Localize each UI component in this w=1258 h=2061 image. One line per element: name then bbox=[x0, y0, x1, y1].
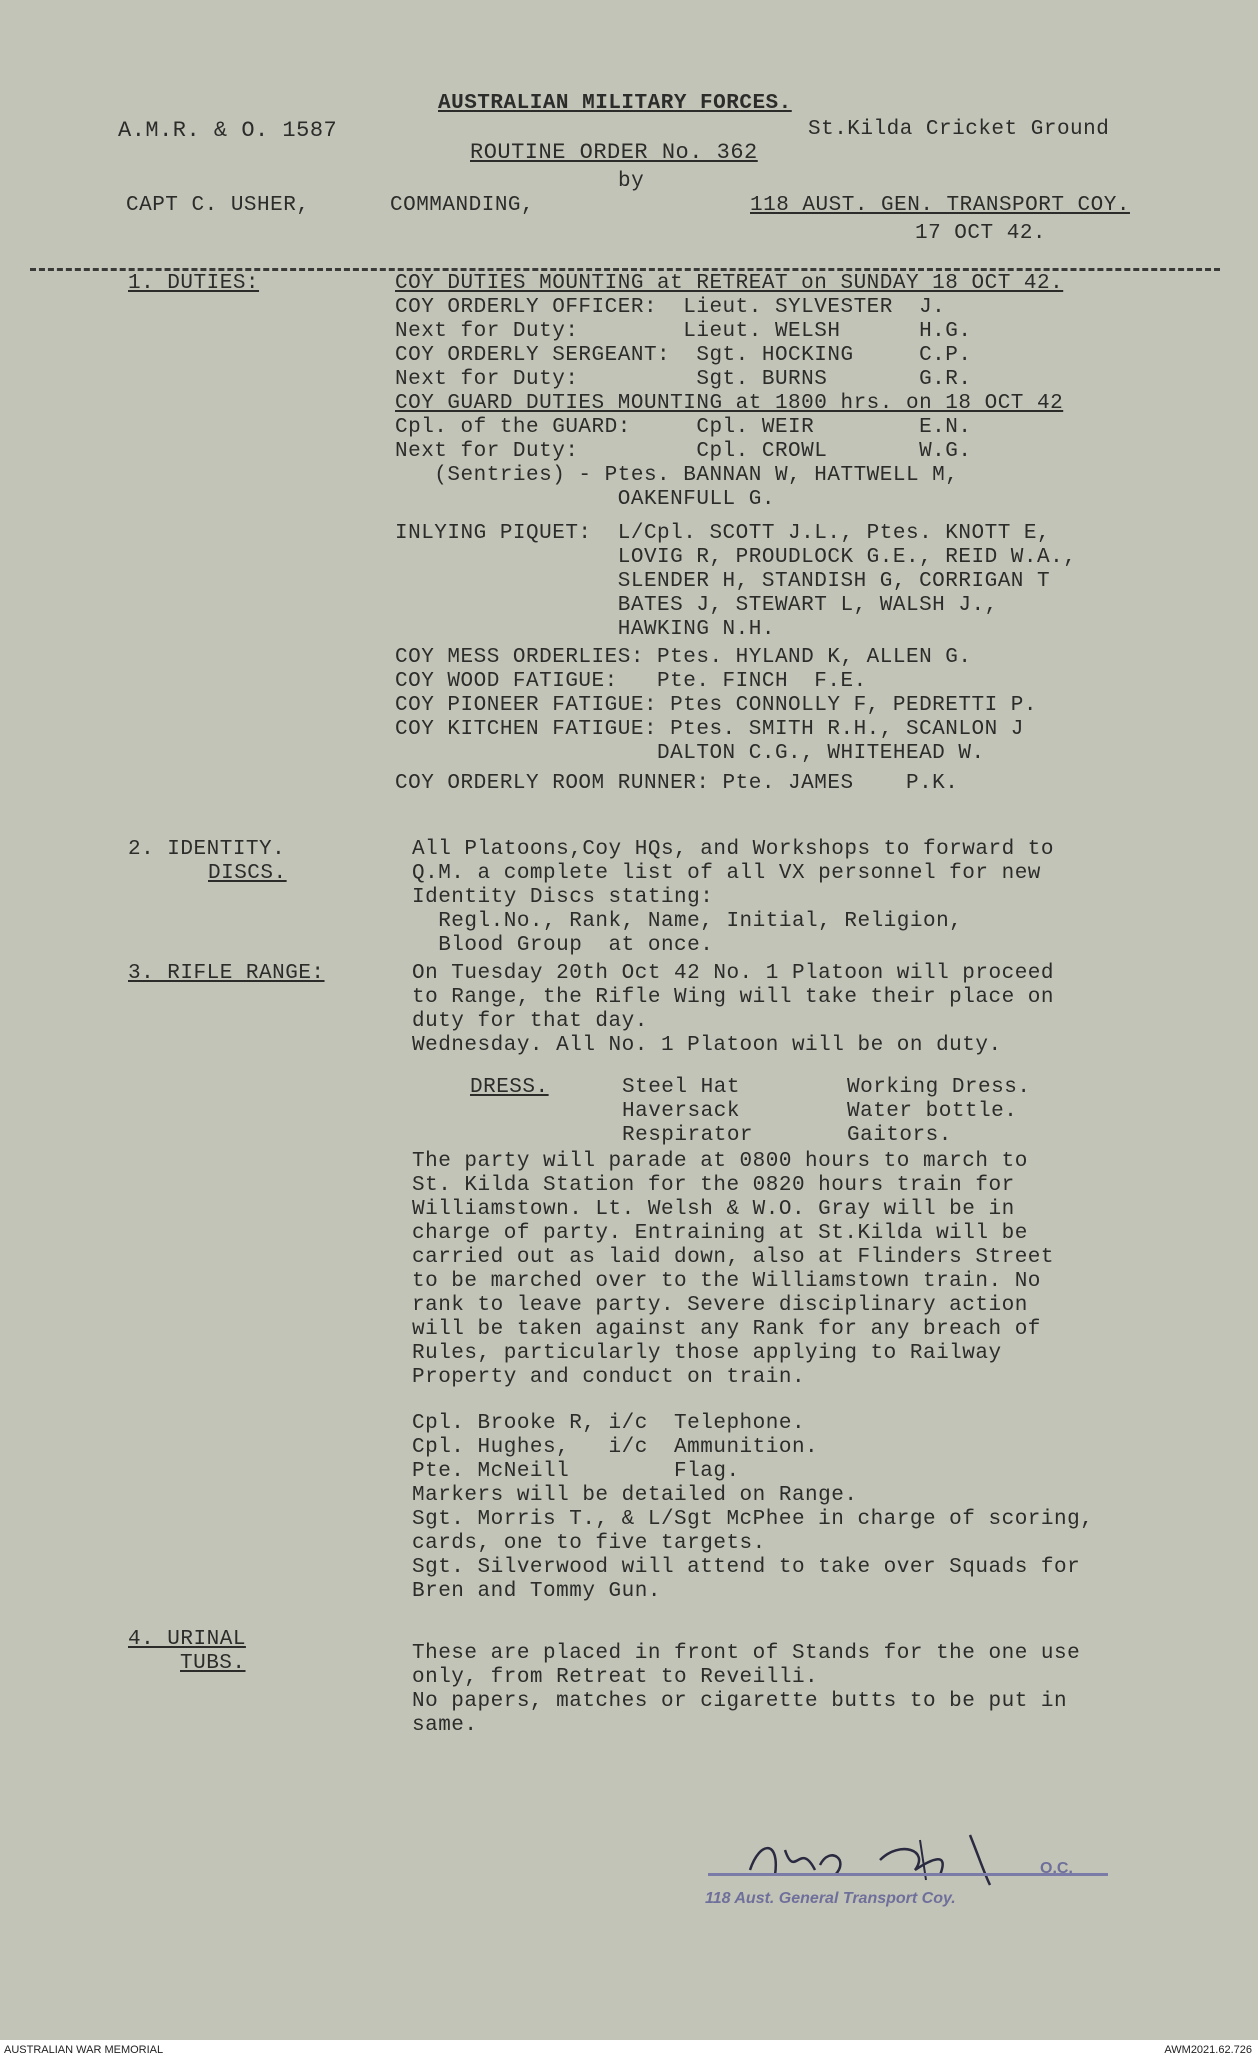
duties-line: INLYING PIQUET: L/Cpl. SCOTT J.L., Ptes. KNOTT E, bbox=[395, 522, 1051, 545]
org-title: AUSTRALIAN MILITARY FORCES. bbox=[438, 92, 792, 115]
footer-left: AUSTRALIAN WAR MEMORIAL bbox=[4, 2044, 164, 2056]
duties-line: BATES J, STEWART L, WALSH J., bbox=[395, 594, 998, 617]
rifle-line: duty for that day. bbox=[412, 1010, 648, 1033]
urinal-line: These are placed in front of Stands for the one use bbox=[412, 1642, 1081, 1665]
duties-line: COY DUTIES MOUNTING at RETREAT on SUNDAY 18 OCT 42. bbox=[395, 272, 1064, 295]
dress-label: DRESS. bbox=[470, 1076, 549, 1099]
dress-item: Working Dress. bbox=[847, 1076, 1031, 1099]
dress-item: Respirator bbox=[622, 1124, 754, 1147]
commander: CAPT C. USHER, bbox=[126, 194, 310, 217]
rifle-para-line: charge of party. Entraining at St.Kilda will be bbox=[412, 1222, 1028, 1245]
rifle-para-line: Williamstown. Lt. Welsh & W.O. Gray will be in bbox=[412, 1198, 1015, 1221]
duties-line: COY ORDERLY OFFICER: Lieut. SYLVESTER J. bbox=[395, 296, 946, 319]
duties-line: Next for Duty: Lieut. WELSH H.G. bbox=[395, 320, 972, 343]
rifle-para-line: rank to leave party. Severe disciplinary action bbox=[412, 1294, 1028, 1317]
assign-line: Pte. McNeill Flag. bbox=[412, 1460, 740, 1483]
identity-line: Blood Group at once. bbox=[412, 934, 714, 957]
duties-line: COY ORDERLY SERGEANT: Sgt. HOCKING C.P. bbox=[395, 344, 972, 367]
rifle-line: to Range, the Rifle Wing will take their place on bbox=[412, 986, 1055, 1009]
header-divider bbox=[30, 268, 1220, 271]
assign-line: Sgt. Morris T., & L/Sgt McPhee in charge of scoring, bbox=[412, 1508, 1094, 1531]
reference-number: A.M.R. & O. 1587 bbox=[118, 118, 338, 143]
urinal-line: same. bbox=[412, 1714, 478, 1737]
duties-line: COY MESS ORDERLIES: Ptes. HYLAND K, ALLEN G. bbox=[395, 646, 972, 669]
rifle-heading: 3. RIFLE RANGE: bbox=[128, 962, 325, 985]
assign-line: Bren and Tommy Gun. bbox=[412, 1580, 661, 1603]
unit-stamp: 118 Aust. General Transport Coy. bbox=[705, 1890, 956, 1907]
order-date: 17 OCT 42. bbox=[915, 222, 1047, 245]
rifle-para-line: Property and conduct on train. bbox=[412, 1366, 806, 1389]
duties-line: COY KITCHEN FATIGUE: Ptes. SMITH R.H., SCANLON J bbox=[395, 718, 1024, 741]
dress-item: Haversack bbox=[622, 1100, 740, 1123]
footer-right: AWM2021.62.726 bbox=[1164, 2044, 1252, 2056]
rifle-para-line: will be taken against any Rank for any breach of bbox=[412, 1318, 1041, 1341]
signature-image bbox=[740, 1830, 1080, 1890]
location: St.Kilda Cricket Ground bbox=[808, 118, 1110, 141]
duties-line: COY GUARD DUTIES MOUNTING at 1800 hrs. on 18 OCT 42 bbox=[395, 392, 1064, 415]
oc-label: O.C. bbox=[1040, 1860, 1073, 1877]
duties-line: (Sentries) - Ptes. BANNAN W, HATTWELL M, bbox=[395, 464, 959, 487]
urinal-heading: 4. URINAL bbox=[128, 1628, 246, 1651]
identity-line: Regl.No., Rank, Name, Initial, Religion, bbox=[412, 910, 963, 933]
duties-line: LOVIG R, PROUDLOCK G.E., REID W.A., bbox=[395, 546, 1077, 569]
duties-line: HAWKING N.H. bbox=[395, 618, 775, 641]
duties-line: Next for Duty: Cpl. CROWL W.G. bbox=[395, 440, 972, 463]
duties-line: SLENDER H, STANDISH G, CORRIGAN T bbox=[395, 570, 1051, 593]
commanding-label: COMMANDING, bbox=[390, 194, 535, 217]
duties-heading: 1. DUTIES: bbox=[128, 272, 260, 295]
duties-line: COY ORDERLY ROOM RUNNER: Pte. JAMES P.K. bbox=[395, 772, 959, 795]
rifle-para-line: to be marched over to the Williamstown train. No bbox=[412, 1270, 1041, 1293]
dress-item: Steel Hat bbox=[622, 1076, 740, 1099]
assign-line: Sgt. Silverwood will attend to take over Squads for bbox=[412, 1556, 1081, 1579]
duties-line: COY PIONEER FATIGUE: Ptes CONNOLLY F, PEDRETTI P. bbox=[395, 694, 1038, 717]
rifle-para-line: Rules, particularly those applying to Railway bbox=[412, 1342, 1002, 1365]
assign-line: Cpl. Brooke R, i/c Telephone. bbox=[412, 1412, 806, 1435]
assign-line: Cpl. Hughes, i/c Ammunition. bbox=[412, 1436, 819, 1459]
duties-line: COY WOOD FATIGUE: Pte. FINCH F.E. bbox=[395, 670, 867, 693]
duties-line: Cpl. of the GUARD: Cpl. WEIR E.N. bbox=[395, 416, 972, 439]
rifle-para-line: St. Kilda Station for the 0820 hours train for bbox=[412, 1174, 1015, 1197]
urinal-heading-sub: TUBS. bbox=[180, 1652, 246, 1675]
assign-line: Markers will be detailed on Range. bbox=[412, 1484, 858, 1507]
urinal-line: only, from Retreat to Reveilli. bbox=[412, 1666, 819, 1689]
duties-line: DALTON C.G., WHITEHEAD W. bbox=[395, 742, 985, 765]
rifle-line: On Tuesday 20th Oct 42 No. 1 Platoon will proceed bbox=[412, 962, 1055, 985]
by-label: by bbox=[618, 170, 645, 193]
duties-line: Next for Duty: Sgt. BURNS G.R. bbox=[395, 368, 972, 391]
rifle-para-line: carried out as laid down, also at Flinders Street bbox=[412, 1246, 1055, 1269]
identity-heading-sub: DISCS. bbox=[208, 862, 287, 885]
identity-line: Q.M. a complete list of all VX personnel for new bbox=[412, 862, 1041, 885]
order-number: ROUTINE ORDER No. 362 bbox=[470, 140, 758, 165]
dress-item: Gaitors. bbox=[847, 1124, 952, 1147]
duties-line: OAKENFULL G. bbox=[395, 488, 775, 511]
identity-line: All Platoons,Coy HQs, and Workshops to forward to bbox=[412, 838, 1055, 861]
rifle-line: Wednesday. All No. 1 Platoon will be on duty. bbox=[412, 1034, 1002, 1057]
rifle-para-line: The party will parade at 0800 hours to march to bbox=[412, 1150, 1028, 1173]
assign-line: cards, one to five targets. bbox=[412, 1532, 766, 1555]
unit-name: 118 AUST. GEN. TRANSPORT COY. bbox=[750, 194, 1130, 217]
identity-line: Identity Discs stating: bbox=[412, 886, 714, 909]
identity-heading: 2. IDENTITY. bbox=[128, 838, 286, 861]
dress-item: Water bottle. bbox=[847, 1100, 1018, 1123]
urinal-line: No papers, matches or cigarette butts to be put in bbox=[412, 1690, 1068, 1713]
